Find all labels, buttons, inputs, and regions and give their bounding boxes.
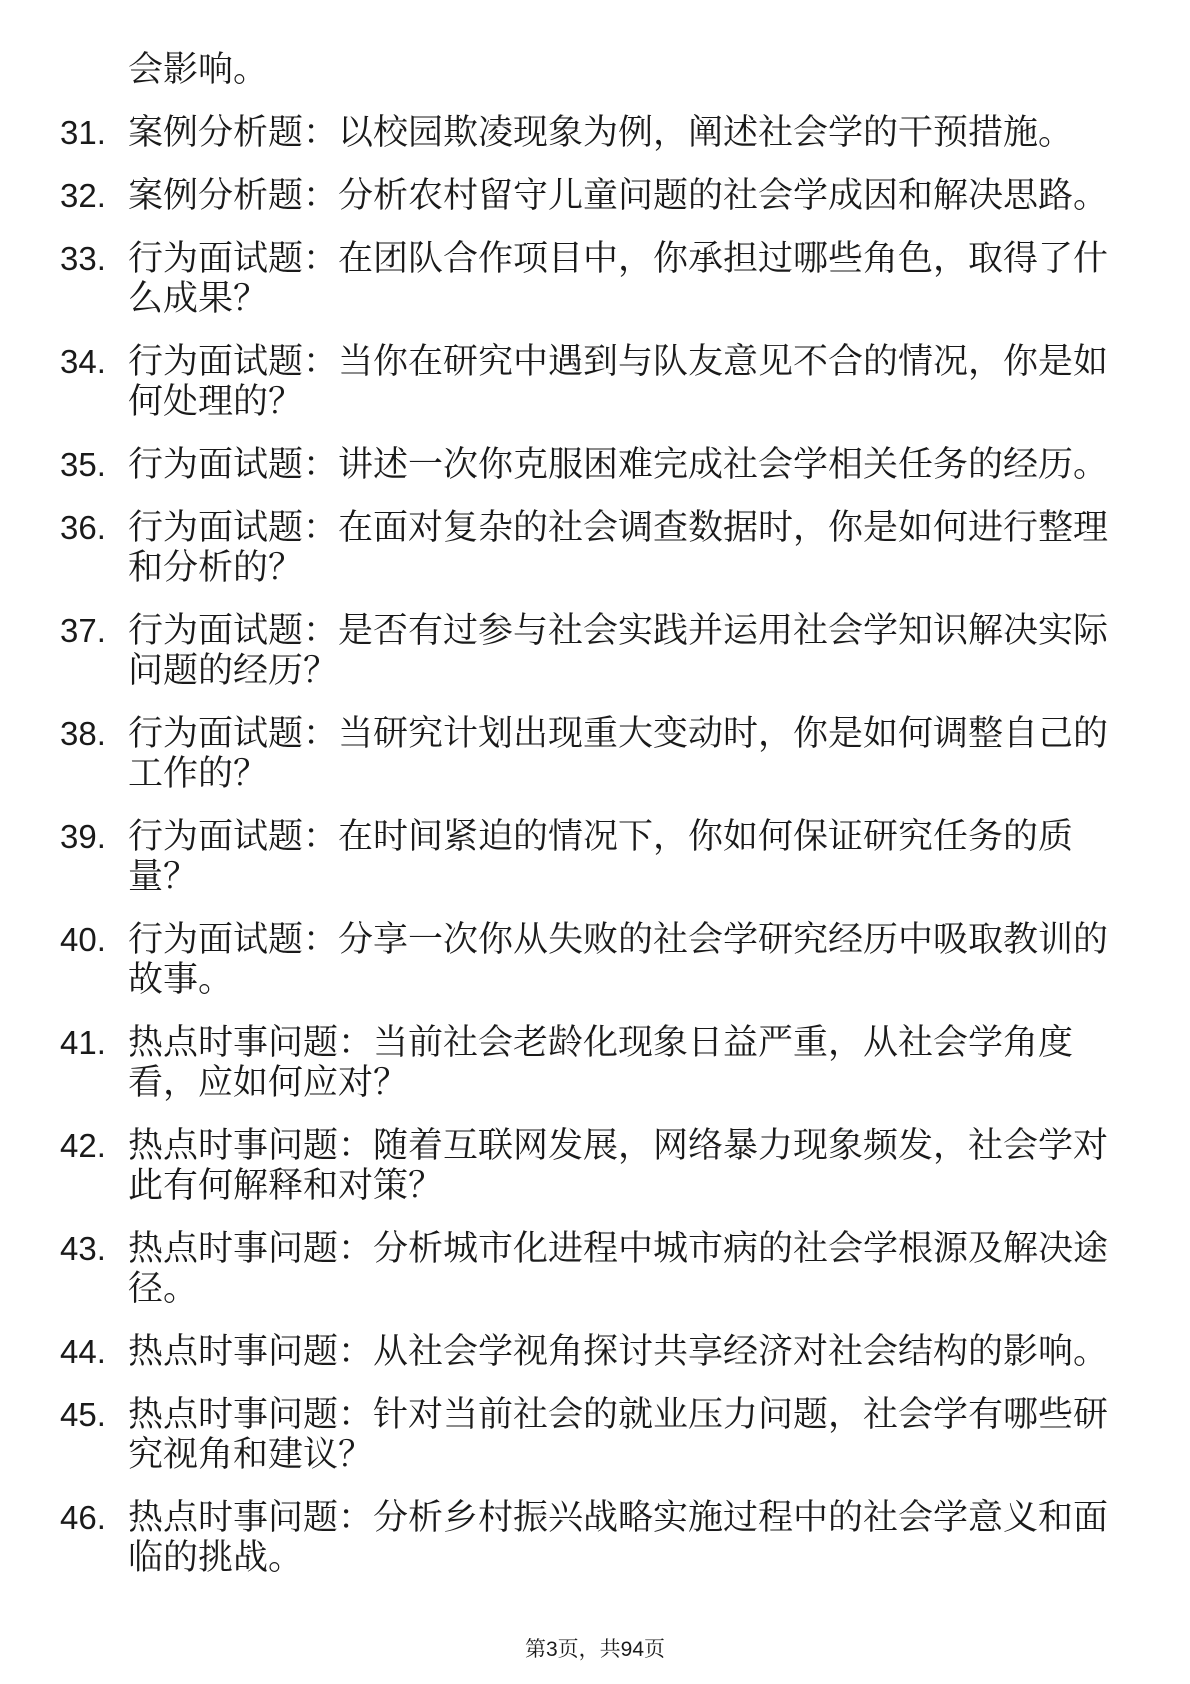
item-number: 42. [60,1127,106,1164]
list-item [60,920,1140,1000]
list-item [60,1023,1140,1103]
item-text-line: 行为面试题：讲述一次你克服困难完成社会学相关任务的经历。 [128,445,1109,484]
list-item [60,1395,1140,1475]
item-text-line: 临的挑战。 [128,1538,304,1577]
item-number: 40. [60,921,106,958]
item-text [128,342,1140,422]
item-text [128,1023,1140,1103]
item-text-line: 径。 [128,1269,199,1308]
item-text-line: 和分析的？ [128,548,304,587]
item-text-line: 热点时事问题：分析城市化进程中城市病的社会学根源及解决途 [128,1229,1109,1268]
item-text-line: 热点时事问题：分析乡村振兴战略实施过程中的社会学意义和面 [128,1498,1109,1537]
item-text-line: 看，应如何应对？ [128,1063,409,1102]
item-text-line: 行为面试题：当你在研究中遇到与队友意见不合的情况，你是如 [128,342,1109,381]
item-text [128,1498,1140,1578]
item-text [128,1332,1140,1372]
list-item [60,1498,1140,1578]
list-item [60,342,1140,422]
item-text-line: 行为面试题：在面对复杂的社会调查数据时，你是如何进行整理 [128,508,1109,547]
list-item [60,611,1140,691]
list-item [60,508,1140,588]
list-item [60,113,1140,153]
item-text [128,920,1140,1000]
item-number: 37. [60,612,106,649]
item-text-line: 行为面试题：当研究计划出现重大变动时，你是如何调整自己的 [128,714,1109,753]
item-text-line: 此有何解释和对策？ [128,1166,444,1205]
item-text-line: 么成果？ [128,279,269,318]
item-text-line: 故事。 [128,960,234,999]
item-text-line: 热点时事问题：随着互联网发展，网络暴力现象频发，社会学对 [128,1126,1109,1165]
item-number: 31. [60,114,106,151]
item-text-line: 热点时事问题：从社会学视角探讨共享经济对社会结构的影响。 [128,1332,1109,1371]
item-text [128,1229,1140,1309]
item-text-line: 工作的？ [128,754,269,793]
continuation-item [60,50,1140,90]
item-text [128,714,1140,794]
item-number: 45. [60,1396,106,1433]
item-text [128,50,1140,90]
item-text-line: 行为面试题：分享一次你从失败的社会学研究经历中吸取教训的 [128,920,1109,959]
item-text-line: 案例分析题：分析农村留守儿童问题的社会学成因和解决思路。 [128,176,1109,215]
item-number: 46. [60,1499,106,1536]
item-text [128,611,1140,691]
continuation-line: 会影响。 [128,50,269,89]
item-text [128,508,1140,588]
item-text-line: 行为面试题：在团队合作项目中，你承担过哪些角色，取得了什 [128,239,1109,278]
item-text-line: 量？ [128,857,199,896]
item-text-line: 热点时事问题：针对当前社会的就业压力问题，社会学有哪些研 [128,1395,1109,1434]
question-list [60,50,1140,1578]
page-footer: 第3页，共94页 [524,1638,666,1661]
item-text-line: 行为面试题：是否有过参与社会实践并运用社会学知识解决实际 [128,611,1109,650]
item-number: 35. [60,446,106,483]
list-item [60,239,1140,319]
list-item [60,1126,1140,1206]
item-text-line: 案例分析题：以校园欺凌现象为例，阐述社会学的干预措施。 [128,113,1074,152]
item-text-line: 行为面试题：在时间紧迫的情况下，你如何保证研究任务的质 [128,817,1074,856]
item-text [128,445,1140,485]
list-item [60,1332,1140,1372]
item-number: 44. [60,1333,106,1370]
item-number: 39. [60,818,106,855]
item-text [128,817,1140,897]
item-number: 41. [60,1024,106,1061]
list-item [60,445,1140,485]
list-item [60,714,1140,794]
item-number: 38. [60,715,106,752]
item-number: 36. [60,509,106,546]
list-item [60,1229,1140,1309]
item-text [128,239,1140,319]
item-text [128,1395,1140,1475]
list-item [60,176,1140,216]
item-number: 32. [60,177,106,214]
item-text-line: 究视角和建议？ [128,1435,374,1474]
item-text-line: 问题的经历？ [128,651,339,690]
item-number: 34. [60,343,106,380]
item-number: 43. [60,1230,106,1267]
item-text [128,113,1140,153]
item-text-line: 热点时事问题：当前社会老龄化现象日益严重，从社会学角度 [128,1023,1074,1062]
item-text-line: 何处理的？ [128,382,304,421]
item-text [128,176,1140,216]
list-item [60,817,1140,897]
item-text [128,1126,1140,1206]
item-number: 33. [60,240,106,277]
